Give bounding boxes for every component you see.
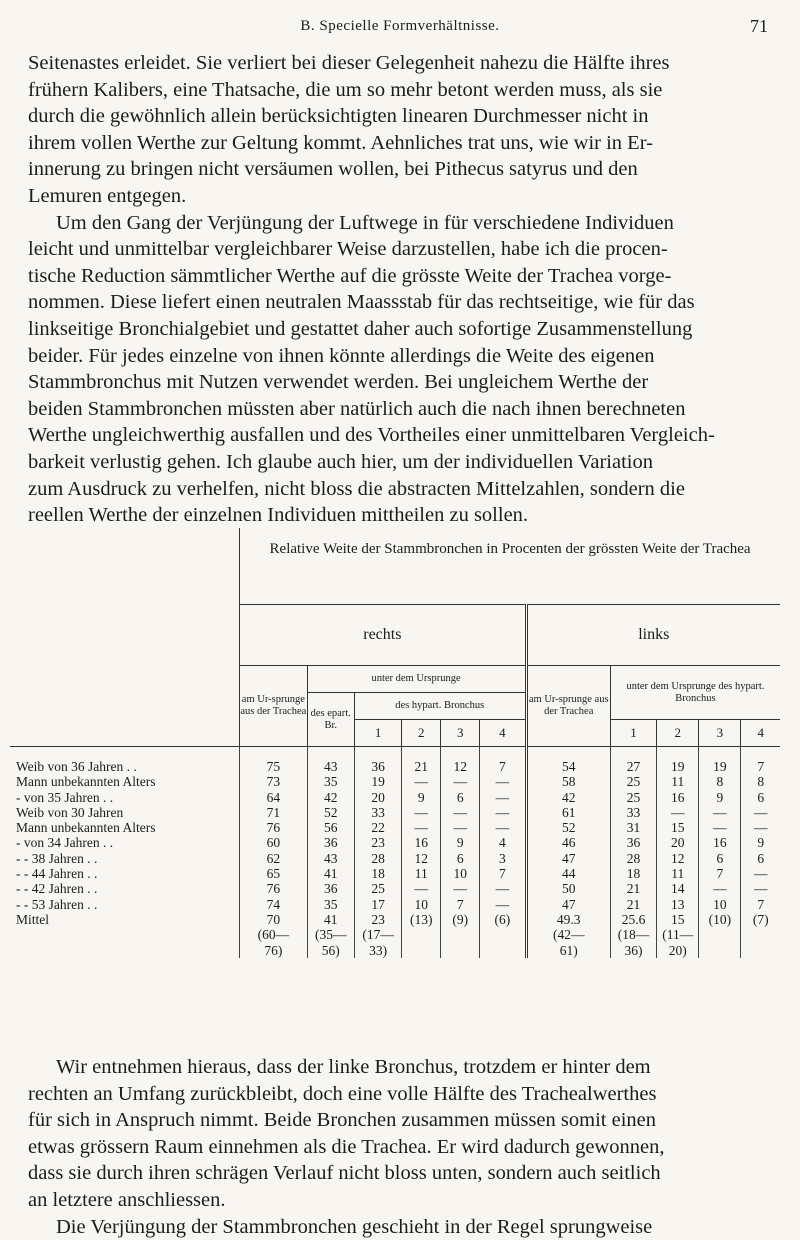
running-head: B. Specielle Formverhältnisse. <box>300 18 500 34</box>
table-cell: — <box>480 790 526 805</box>
table-cell: 20 <box>657 835 699 850</box>
table-cell: 9 <box>699 790 741 805</box>
table-cell: 9 <box>741 835 780 850</box>
row-label: Weib von 36 Jahren . . <box>16 759 137 774</box>
table-cell: 65 <box>240 866 307 881</box>
text-line: etwas grössern Raum einnehmen als die Trachea. Er wird dadurch gewonnen, <box>28 1135 665 1158</box>
table-cell: (11— <box>657 927 699 942</box>
table-cell: 25 <box>610 790 656 805</box>
table-cell: 19 <box>354 774 401 789</box>
row-label: Mann unbekannten Alters <box>16 820 156 836</box>
col-number: 1 <box>610 720 656 747</box>
table-cell: 49.3 <box>526 912 610 927</box>
text-line: frühern Kalibers, eine Thatsache, die um so mehr betont werden muss, als sie <box>28 78 663 101</box>
text-line: beiden Stammbronchen müssten aber natürlich auch die nach ihnen berechneten <box>28 397 686 420</box>
table-cell: 6 <box>741 790 780 805</box>
table-cell: 47 <box>526 851 610 866</box>
header-am-ursprunge-links: am Ur-sprunge aus der Trachea <box>526 666 610 747</box>
header-rechts: rechts <box>240 605 526 666</box>
text-line: Seitenastes erleidet. Sie verliert bei dieser Gelegenheit nahezu die Hälfte ihres <box>28 52 670 74</box>
table-cell <box>741 943 780 958</box>
table-cell: 42 <box>307 790 354 805</box>
col-number: 3 <box>699 720 741 747</box>
table-cell: 27 <box>610 747 656 775</box>
table-cell: 7 <box>441 897 480 912</box>
table-cell: 25 <box>610 774 656 789</box>
row-label <box>10 943 240 958</box>
table-cell: 62 <box>240 851 307 866</box>
row-label: Weib von 30 Jahren <box>16 804 124 820</box>
table-cell: (18— <box>610 927 656 942</box>
table-cell: 47 <box>526 897 610 912</box>
table-cell: 41 <box>307 912 354 927</box>
col-number: 2 <box>402 720 441 747</box>
table-title: Relative Weite der Stammbronchen in Procenten der grössten Weite der Trachea <box>240 528 780 605</box>
table-cell <box>480 943 526 958</box>
text-line: Stammbronchus mit Nutzen verwendet werden. Bei ungleichem Werthe der <box>28 371 649 394</box>
table-cell: 4 <box>480 835 526 850</box>
table-row <box>10 943 780 958</box>
text-line: Wir entnehmen hieraus, dass der linke Bronchus, trotzdem er hinter dem <box>56 1056 651 1078</box>
table-cell: 9 <box>441 835 480 850</box>
table-cell: 36 <box>307 881 354 896</box>
table-cell: — <box>741 820 780 835</box>
table-cell: 54 <box>526 747 610 775</box>
header-am-ursprunge-rechts: am Ur-sprunge aus der Trachea <box>240 666 307 747</box>
table-cell: — <box>441 881 480 896</box>
table-cell: 36 <box>354 747 401 775</box>
table-cell: (6) <box>480 912 526 927</box>
text-line: zum Ausdruck zu verhelfen, nicht bloss die abstracten Mittelzahlen, sondern die <box>28 477 685 500</box>
table-cell: 52 <box>526 820 610 835</box>
page-number: 71 <box>750 16 768 36</box>
table-cell: 33) <box>354 943 401 958</box>
table-cell: 12 <box>441 747 480 775</box>
table-cell: — <box>441 805 480 820</box>
table-cell: 76 <box>240 881 307 896</box>
header-unter-dem-ursprunge: unter dem Ursprunge <box>307 666 526 693</box>
table-row <box>10 790 780 805</box>
header-unter-dem-ursprunge-links: unter dem Ursprunge des hypart. Bronchus <box>610 666 780 720</box>
text-line: nommen. Diese liefert einen neutralen Maassstab für das rechtseitige, wie für das <box>28 291 695 314</box>
table-cell: 15 <box>657 820 699 835</box>
table-row <box>10 897 780 912</box>
table-cell: — <box>480 897 526 912</box>
table-cell: 11 <box>402 866 441 881</box>
table-cell: 25 <box>354 881 401 896</box>
text-line: für sich in Anspruch nimmt. Beide Bronchen zusammen müssen somit einen <box>28 1109 656 1132</box>
text-line: rechten an Umfang zurückbleibt, doch eine volle Hälfte des Trachealwerthes <box>28 1082 657 1105</box>
table-cell: 41 <box>307 866 354 881</box>
table-cell: 25.6 <box>610 912 656 927</box>
table-cell: (42— <box>526 927 610 942</box>
table-cell: 6 <box>699 851 741 866</box>
table-cell: — <box>480 881 526 896</box>
row-label <box>10 927 240 942</box>
table-cell: — <box>480 820 526 835</box>
col-number: 2 <box>657 720 699 747</box>
table-cell: 76) <box>240 943 307 958</box>
table-cell: 71 <box>240 805 307 820</box>
table-cell: 60 <box>240 835 307 850</box>
table-corner-cell <box>10 528 240 746</box>
table-cell: 10 <box>402 897 441 912</box>
text-line: Werthe ungleichwerthig ausfallen und des Vortheiles einer unmittelbaren Vergleich- <box>28 424 715 447</box>
table-cell: 10 <box>441 866 480 881</box>
row-label: - - 44 Jahren . . <box>16 866 98 882</box>
table-cell: 15 <box>657 912 699 927</box>
table-cell: — <box>699 820 741 835</box>
header-des-hypart: des hypart. Bronchus <box>354 693 526 720</box>
table-cell: 74 <box>240 897 307 912</box>
table-cell: 18 <box>610 866 656 881</box>
table-cell: 21 <box>610 881 656 896</box>
table-cell: 19 <box>657 747 699 775</box>
table-cell: — <box>657 805 699 820</box>
col-number: 4 <box>480 720 526 747</box>
table-cell: — <box>699 881 741 896</box>
text-line: durch die gewöhnlich allein berücksichtigten linearen Durchmesser nicht in <box>28 105 649 128</box>
table-cell: 64 <box>240 790 307 805</box>
table-cell: 12 <box>402 851 441 866</box>
table-cell: 75 <box>240 747 307 775</box>
header-des-epart: des epart. Br. <box>307 693 354 747</box>
table-cell: 52 <box>307 805 354 820</box>
row-label: - von 35 Jahren . . <box>16 789 114 805</box>
table-cell: 33 <box>354 805 401 820</box>
table-cell: 22 <box>354 820 401 835</box>
table-cell <box>699 943 741 958</box>
row-label: Mann unbekannten Alters <box>16 774 156 790</box>
row-label: - von 34 Jahren . . <box>16 835 114 851</box>
col-number: 1 <box>354 720 401 747</box>
header-links: links <box>526 605 780 666</box>
text-line: barkeit verlustig gehen. Ich glaube auch hier, um der individuellen Variation <box>28 450 653 473</box>
table-row <box>10 835 780 850</box>
text-line: Um den Gang der Verjüngung der Luftwege in für verschiedene Individuen <box>56 211 674 234</box>
table-row <box>10 747 780 775</box>
table-cell <box>441 943 480 958</box>
table-cell: 21 <box>402 747 441 775</box>
table-cell: 58 <box>526 774 610 789</box>
table-cell: 8 <box>699 774 741 789</box>
text-line: Lemuren entgegen. <box>28 184 187 207</box>
table-cell: 12 <box>657 851 699 866</box>
col-number: 3 <box>441 720 480 747</box>
page-header <box>0 8 800 48</box>
table-cell: 73 <box>240 774 307 789</box>
table-cell <box>402 943 441 958</box>
table-cell: 11 <box>657 866 699 881</box>
table-cell: 76 <box>240 820 307 835</box>
table-cell: (13) <box>402 912 441 927</box>
table-cell: 13 <box>657 897 699 912</box>
table-row <box>10 774 780 789</box>
table-cell: 18 <box>354 866 401 881</box>
table-cell: 7 <box>480 747 526 775</box>
table-cell: 46 <box>526 835 610 850</box>
text-line: ihrem vollen Werthe zur Geltung kommt. Aehnliches trat uns, wie wir in Er- <box>28 131 653 154</box>
table-body <box>10 747 780 958</box>
table-cell: 20) <box>657 943 699 958</box>
table-cell: — <box>441 774 480 789</box>
table-cell: 10 <box>699 897 741 912</box>
table-cell: (10) <box>699 912 741 927</box>
text-line: tische Reduction sämmtlicher Werthe auf die grösste Weite der Trachea vorge- <box>28 264 672 287</box>
table-row <box>10 805 780 820</box>
table-cell: 44 <box>526 866 610 881</box>
row-label: Mittel <box>16 911 49 927</box>
table-cell: (60— <box>240 927 307 942</box>
table-row <box>10 820 780 835</box>
text-line: an letztere anschliessen. <box>28 1188 226 1211</box>
table-cell: 21 <box>610 897 656 912</box>
paragraph-2 <box>28 1054 776 1240</box>
text-line: linkseitige Bronchialgebiet und gestattet daher auch sofortige Zusammenstellung <box>28 317 693 340</box>
table-row <box>10 881 780 896</box>
table-cell: 70 <box>240 912 307 927</box>
table-cell: — <box>402 881 441 896</box>
table-cell: 19 <box>699 747 741 775</box>
table-cell: 43 <box>307 747 354 775</box>
table-cell: 36 <box>610 835 656 850</box>
table-row <box>10 912 780 927</box>
table-cell <box>441 927 480 942</box>
text-line: innerung zu bringen nicht versäumen wollen, bei Pithecus satyrus und den <box>28 158 638 181</box>
table-row <box>10 866 780 881</box>
table-cell: 8 <box>741 774 780 789</box>
table-cell: 28 <box>354 851 401 866</box>
table-cell: 16 <box>402 835 441 850</box>
table-cell <box>402 927 441 942</box>
table-cell: 23 <box>354 835 401 850</box>
col-number: 4 <box>741 720 780 747</box>
table-row <box>10 851 780 866</box>
table-cell: 6 <box>441 790 480 805</box>
row-label: - - 38 Jahren . . <box>16 850 98 866</box>
table-cell: — <box>741 881 780 896</box>
table-cell: 3 <box>480 851 526 866</box>
table-cell: 17 <box>354 897 401 912</box>
table-cell: 6 <box>741 851 780 866</box>
table-cell: (9) <box>441 912 480 927</box>
table-cell: 7 <box>699 866 741 881</box>
table-cell: (35— <box>307 927 354 942</box>
table-cell: (17— <box>354 927 401 942</box>
table-cell: — <box>402 820 441 835</box>
table-cell: 9 <box>402 790 441 805</box>
table-cell: 23 <box>354 912 401 927</box>
table-cell: 31 <box>610 820 656 835</box>
table-cell: — <box>741 805 780 820</box>
paragraph-1 <box>28 50 776 529</box>
text-line: Die Verjüngung der Stammbronchen geschieht in der Regel sprungweise <box>56 1215 653 1238</box>
text-line: beider. Für jedes einzelne von ihnen könnte allerdings die Weite des eigenen <box>28 344 655 367</box>
table-cell: — <box>699 805 741 820</box>
table-cell: 35 <box>307 774 354 789</box>
table-cell: 6 <box>441 851 480 866</box>
table-cell: 16 <box>699 835 741 850</box>
text-line: leicht und unmittelbar vergleichbarer Weise darzustellen, habe ich die procen- <box>28 238 668 261</box>
table-cell: 20 <box>354 790 401 805</box>
table-cell: 14 <box>657 881 699 896</box>
table-cell: 36 <box>307 835 354 850</box>
table-cell: 56 <box>307 820 354 835</box>
table-cell: 56) <box>307 943 354 958</box>
table-cell: 42 <box>526 790 610 805</box>
row-label: - - 53 Jahren . . <box>16 896 98 912</box>
table-cell: 7 <box>741 747 780 775</box>
table-cell: 61) <box>526 943 610 958</box>
table-cell: 11 <box>657 774 699 789</box>
table-cell: 7 <box>480 866 526 881</box>
table-cell: — <box>402 774 441 789</box>
table-cell: 50 <box>526 881 610 896</box>
table-cell: 36) <box>610 943 656 958</box>
table-cell: (7) <box>741 912 780 927</box>
table-row <box>10 927 780 942</box>
table-cell: 35 <box>307 897 354 912</box>
text-line: reellen Werthe der einzelnen Individuen mittheilen zu sollen. <box>28 504 529 527</box>
bronchus-width-table <box>10 528 780 1050</box>
text-line: dass sie durch ihren schrägen Verlauf nicht bloss unten, sondern auch seitlich <box>28 1162 661 1185</box>
table-cell: 7 <box>741 897 780 912</box>
table-cell <box>741 927 780 942</box>
table-cell: 28 <box>610 851 656 866</box>
table-cell: — <box>480 774 526 789</box>
table-cell <box>480 927 526 942</box>
table-cell: 61 <box>526 805 610 820</box>
table-cell: — <box>741 866 780 881</box>
table-cell: 33 <box>610 805 656 820</box>
table-cell: 43 <box>307 851 354 866</box>
table-cell: — <box>441 820 480 835</box>
table-cell: — <box>480 805 526 820</box>
table-cell: — <box>402 805 441 820</box>
row-label: - - 42 Jahren . . <box>16 881 98 897</box>
table-cell <box>699 927 741 942</box>
table-cell: 16 <box>657 790 699 805</box>
